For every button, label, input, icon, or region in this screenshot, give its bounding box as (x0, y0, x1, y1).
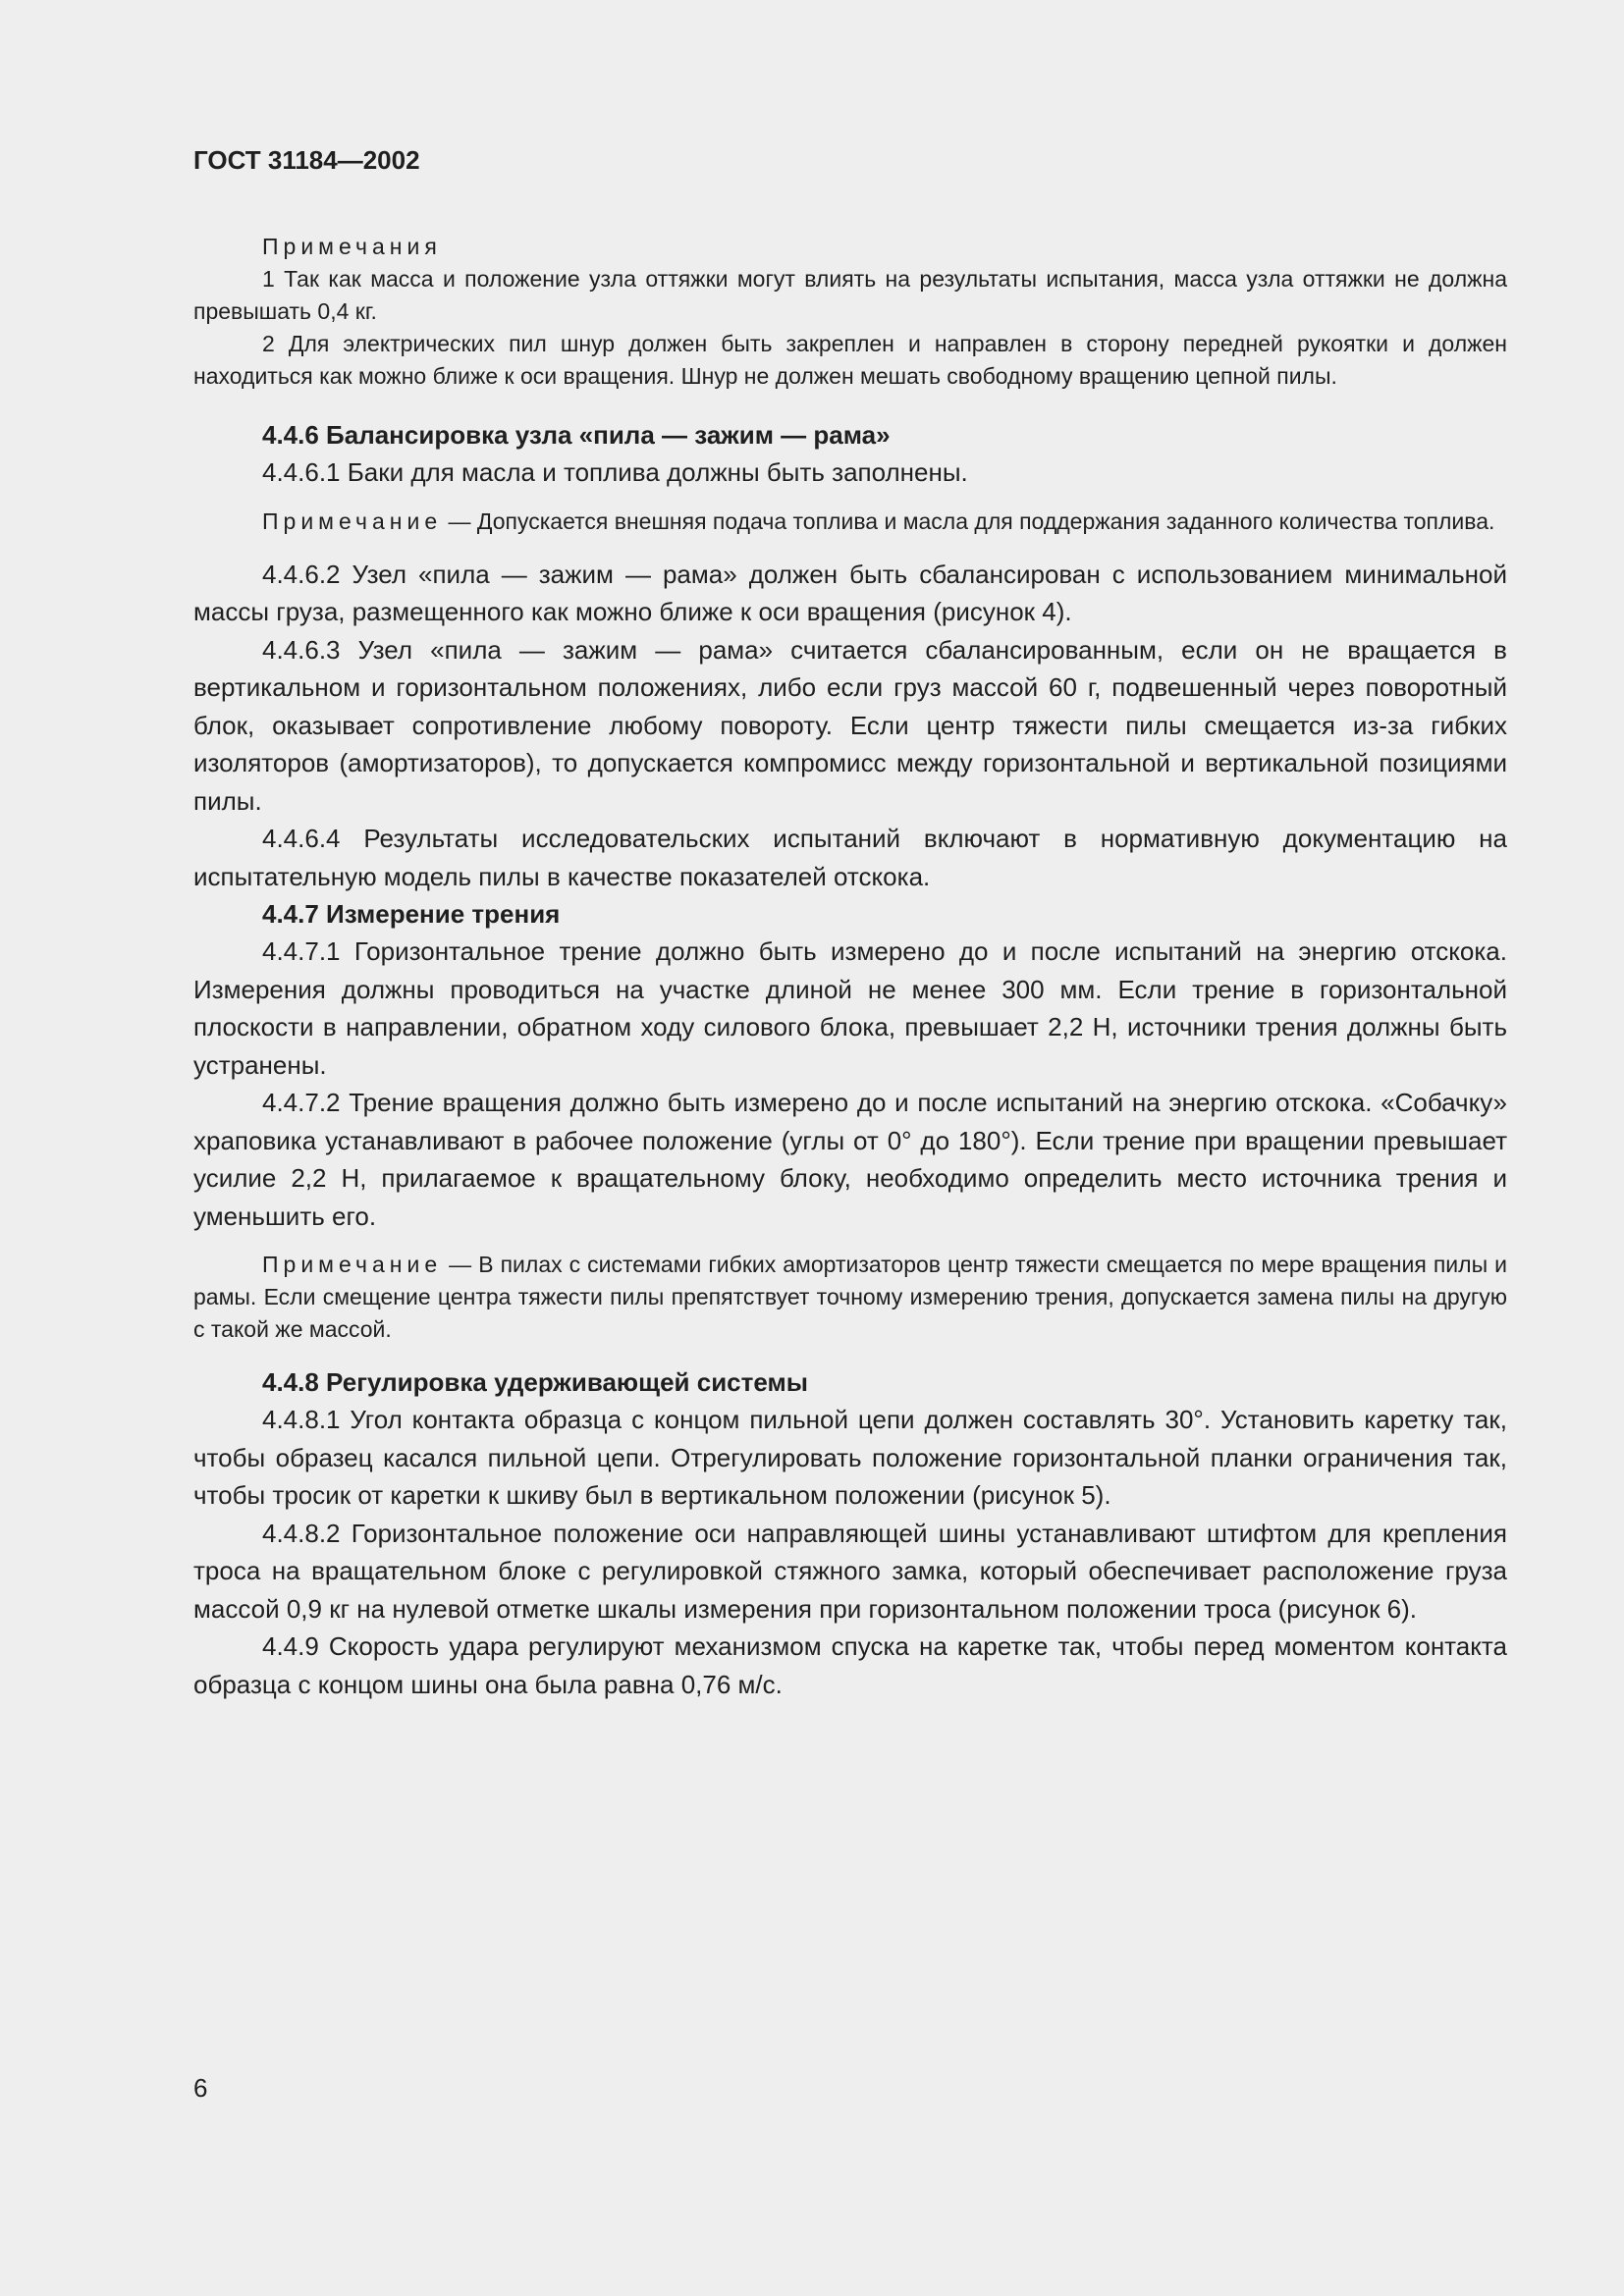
notes-block (193, 231, 1507, 393)
paragraph-4-4-6-3: 4.4.6.3 Узел «пила — зажим — рама» считается сбалансированным, если он не вращается в вертикальном и горизонтальном положениях, либо если груз массой 60 г, подвешенный через поворотный блок, оказывает сопротивление любому повороту. Если центр тяжести пилы смещается из-за гибких изоляторов (амортизаторов), то допускается компромисс между горизонтальной и вертикальной позициями пилы. (193, 634, 1507, 816)
paragraph-4-4-7-2: 4.4.7.2 Трение вращения должно быть измерено до и после испытаний на энергию отскока. «Собачку» храповика устанавливают в рабочее положение (углы от 0° до 180°). Если трение при вращении превышает усилие 2,2 Н, прилагаемое к вращательному блоку, необходимо определить место источника трения и уменьшить его. (193, 1088, 1507, 1231)
paragraph-4-4-6-4: 4.4.6.4 Результаты исследовательских испытаний включают в нормативную документацию на испытательную модель пилы в качестве показателей отскока. (193, 824, 1507, 891)
paragraph-4-4-6-1: 4.4.6.1 Баки для масла и топлива должны быть заполнены. (262, 457, 968, 487)
page-content (193, 145, 1507, 1703)
document-id-header: ГОСТ 31184—2002 (193, 145, 420, 175)
note-item-1: 1 Так как масса и положение узла оттяжки могут влиять на результаты испытания, масса узла оттяжки не должна превышать 0,4 кг. (193, 266, 1507, 324)
note-4-4-7 (193, 1249, 1507, 1346)
note-4-4-6 (193, 506, 1507, 538)
notes-title: Примечания (262, 234, 442, 259)
note-item-2: 2 Для электрических пил шнур должен быть закреплен и направлен в сторону передней рукоятки и должен находиться как можно ближе к оси вращения. Шнур не должен мешать свободному вращению цепной пилы. (193, 331, 1507, 389)
section-4-4-7-heading: 4.4.7 Измерение трения (262, 899, 561, 929)
section-4-4-6-heading: 4.4.6 Балансировка узла «пила — зажим — рама» (262, 420, 891, 450)
note-label: Примечание (262, 1252, 443, 1277)
paragraph-4-4-9: 4.4.9 Скорость удара регулируют механизмом спуска на каретке так, чтобы перед моментом контакта образца с концом шины она была равна 0,76 м/с. (193, 1631, 1507, 1699)
paragraph-4-4-8-2: 4.4.8.2 Горизонтальное положение оси направляющей шины устанавливают штифтом для крепления троса на вращательном блоке с регулировкой стяжного замка, который обеспечивает расположение груза массой 0,9 кг на нулевой отметке шкалы измерения при горизонтальном положении троса (рисунок 6). (193, 1518, 1507, 1624)
note-label: Примечание (262, 507, 443, 534)
page-number: 6 (193, 2073, 208, 2103)
paragraph-4-4-7-1: 4.4.7.1 Горизонтальное трение должно быть измерено до и после испытаний на энергию отскока. Измерения должны проводиться на участке длиной не менее 300 мм. Если трение в горизонтальной плоскости в направлении, обратном ходу силового блока, превышает 2,2 Н, источники трения должны быть устранены. (193, 936, 1507, 1080)
paragraph-4-4-8-1: 4.4.8.1 Угол контакта образца с концом пильной цепи должен составлять 30°. Установить каретку так, чтобы образец касался пильной цепи. Отрегулировать положение горизонтальной планки ограничения так, чтобы тросик от каретки к шкиву был в вертикальном положении (рисунок 5). (193, 1405, 1507, 1510)
paragraph-4-4-6-2: 4.4.6.2 Узел «пила — зажим — рама» должен быть сбалансирован с использованием минимальной массы груза, размещенного как можно ближе к оси вращения (рисунок 4). (193, 559, 1507, 626)
note-text: — В пилах с системами гибких амортизаторов центр тяжести смещается по мере вращения пилы и рамы. Если смещение центра тяжести пилы препятствует точному измерению трения, допускается замена пилы на другую с такой же массой. (193, 1252, 1507, 1342)
section-4-4-8-heading: 4.4.8 Регулировка удерживающей системы (262, 1367, 808, 1397)
note-text: — Допускается внешняя подача топлива и масла для поддержания заданного количества топлива. (442, 507, 1495, 534)
